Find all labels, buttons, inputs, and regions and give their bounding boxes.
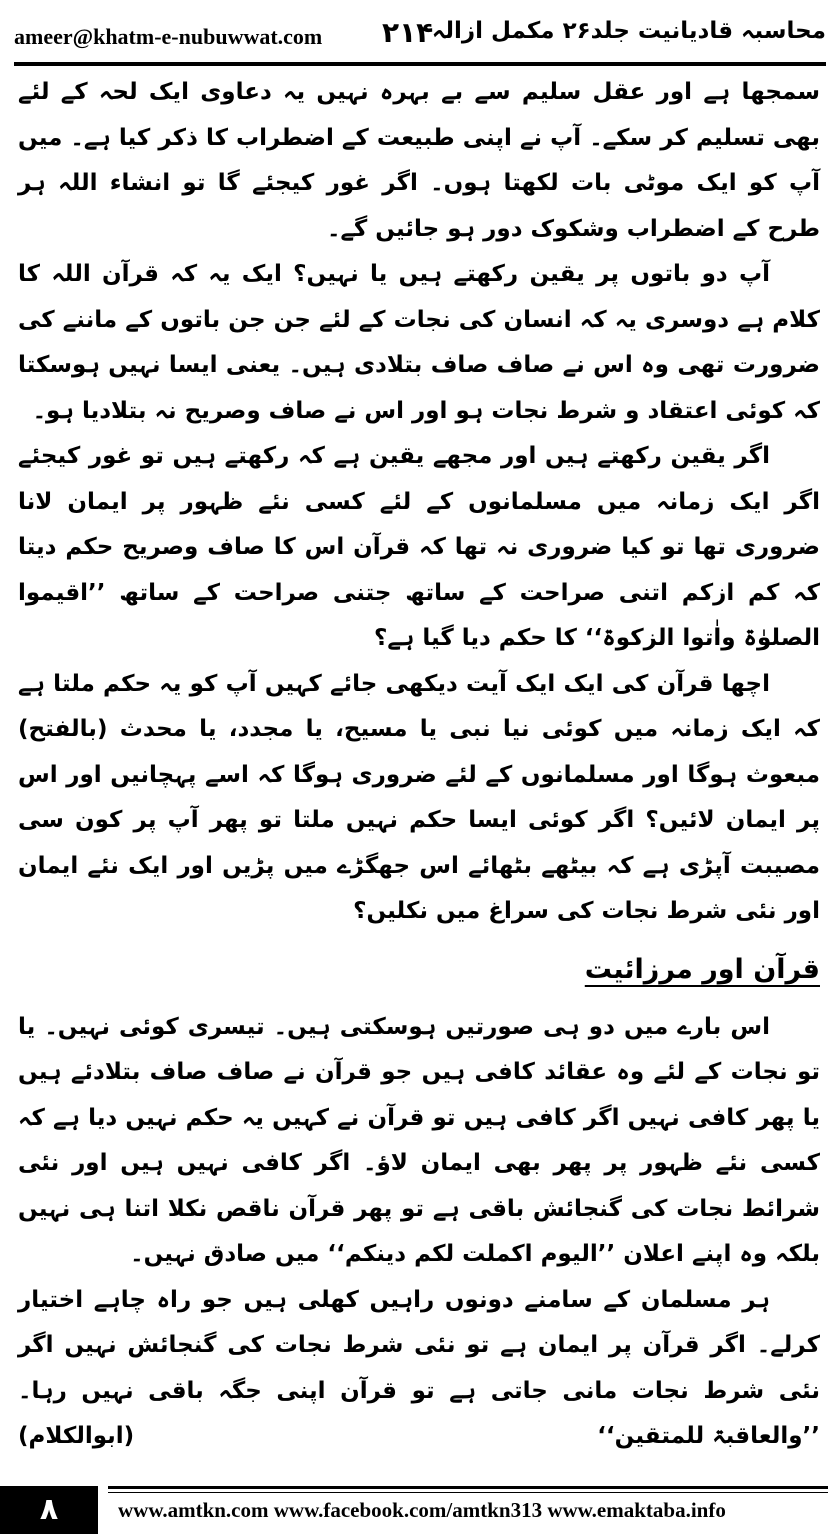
page-footer	[0, 1486, 840, 1534]
section-heading: قرآن اور مرزائیت	[584, 953, 820, 985]
paragraph-6	[18, 1278, 820, 1460]
paragraph-2: آپ دو باتوں پر یقین رکھتے ہیں یا نہیں؟ ایک یہ کہ قرآن اللہ کا کلام ہے دوسری یہ کہ انسان کی نجات کے لئے جن جن باتوں کے ماننے کی ضرورت تھی وہ اس نے صاف صاف بتلادی ہیں۔ یعنی ایسا نہیں ہوسکتا کہ کوئی اعتقاد و شرط نجات ہو اور اس نے صاف وصریح نہ بتلادیا ہو۔	[18, 261, 820, 424]
footer-divider-thick	[108, 1486, 828, 1489]
header-book-title: محاسبہ قادیانیت جلد۲۶ مکمل ازالہ	[431, 18, 826, 44]
paragraph-1: سمجھا ہے اور عقل سلیم سے بے بہرہ نہیں یہ دعاوی ایک لحہ کے لئے بھی تسلیم کر سکے۔ آپ نے اپنی طبیعت کے اضطراب کا ذکر کیا ہے۔ میں آپ کو ایک موٹی بات لکھتا ہوں۔ اگر غور کیجئے گا تو انشاء اللہ ہر طرح کے اضطراب وشکوک دور ہو جائیں گے۔	[18, 79, 820, 242]
author-signature: (ابوالکلام)	[18, 1423, 135, 1449]
header-page-number: ۲۱۴	[382, 16, 434, 49]
paragraph-3: اگر یقین رکھتے ہیں اور مجھے یقین ہے کہ رکھتے ہیں تو غور کیجئے اگر ایک زمانہ میں مسلمانوں کے لئے کسی نئے ظہور پر ایمان لانا ضروری تھا تو کیا ضروری نہ تھا کہ قرآن اس کا صاف وصریح حکم دیتا کہ کم ازکم اتنی صراحت کے ساتھ جتنی صراحت کے ساتھ ’’اقیموا الصلوٰۃ واٰتوا الزکوۃ‘‘ کا حکم دیا گیا ہے؟	[18, 443, 820, 651]
page-header	[14, 14, 826, 58]
header-email: ameer@khatm-e-nubuwwat.com	[14, 24, 323, 49]
paragraph-5: اس بارے میں دو ہی صورتیں ہوسکتی ہیں۔ تیسری کوئی نہیں۔ یا تو نجات کے لئے وہ عقائد کافی ہیں جو قرآن نے صاف صاف بتلادئے ہیں یا پھر کافی نہیں اگر کافی ہیں تو قرآن نے کہیں یہ حکم نہیں دیا ہے کہ کسی نئے ظہور پر پھر بھی ایمان لاؤ۔ اگر کافی نہیں ہیں اور نئی شرائط نجات کی گنجائش باقی ہے تو پھر قرآن ناقص نکلا اتنا ہی نہیں بلکہ وہ اپنے اعلان ’’الیوم اکملت لکم دینکم‘‘ میں صادق نہیں۔	[18, 1013, 820, 1267]
header-divider	[14, 62, 826, 66]
footer-website-links: www.amtkn.com www.facebook.com/amtkn313 www.emaktaba.info	[118, 1498, 726, 1522]
footer-page-number: ۸	[0, 1486, 98, 1534]
paragraph-6-text: ہر مسلمان کے سامنے دونوں راہیں کھلی ہیں جو راہ چاہے اختیار کرلے۔ اگر قرآن پر ایمان ہے تو نئی شرط نجات کی گنجائش نہیں اگر نئی شرط نجات مانی جاتی ہے تو قرآن اپنی جگہ باقی نہیں رہا۔ ’’والعاقبۃ للمتقین‘‘	[18, 1286, 820, 1449]
footer-divider-thin	[108, 1492, 828, 1493]
paragraph-4: اچھا قرآن کی ایک ایک آیت دیکھی جائے کہیں آپ کو یہ حکم ملتا ہے کہ ایک زمانہ میں کوئی نیا نبی یا مسیح، یا مجدد، یا محدث (بالفتح) مبعوث ہوگا اور مسلمانوں کے لئے ضروری ہوگا کہ اسے پہچانیں اور اس پر ایمان لائیں؟ اگر کوئی ایسا حکم نہیں ملتا تو پھر آپ پر کون سی مصیبت آپڑی ہے کہ بیٹھے بٹھائے اس جھگڑے میں پڑیں اور ایک نئے ایمان اور نئی شرط نجات کی سراغ میں نکلیں؟	[18, 670, 820, 924]
article-body	[18, 70, 820, 1460]
